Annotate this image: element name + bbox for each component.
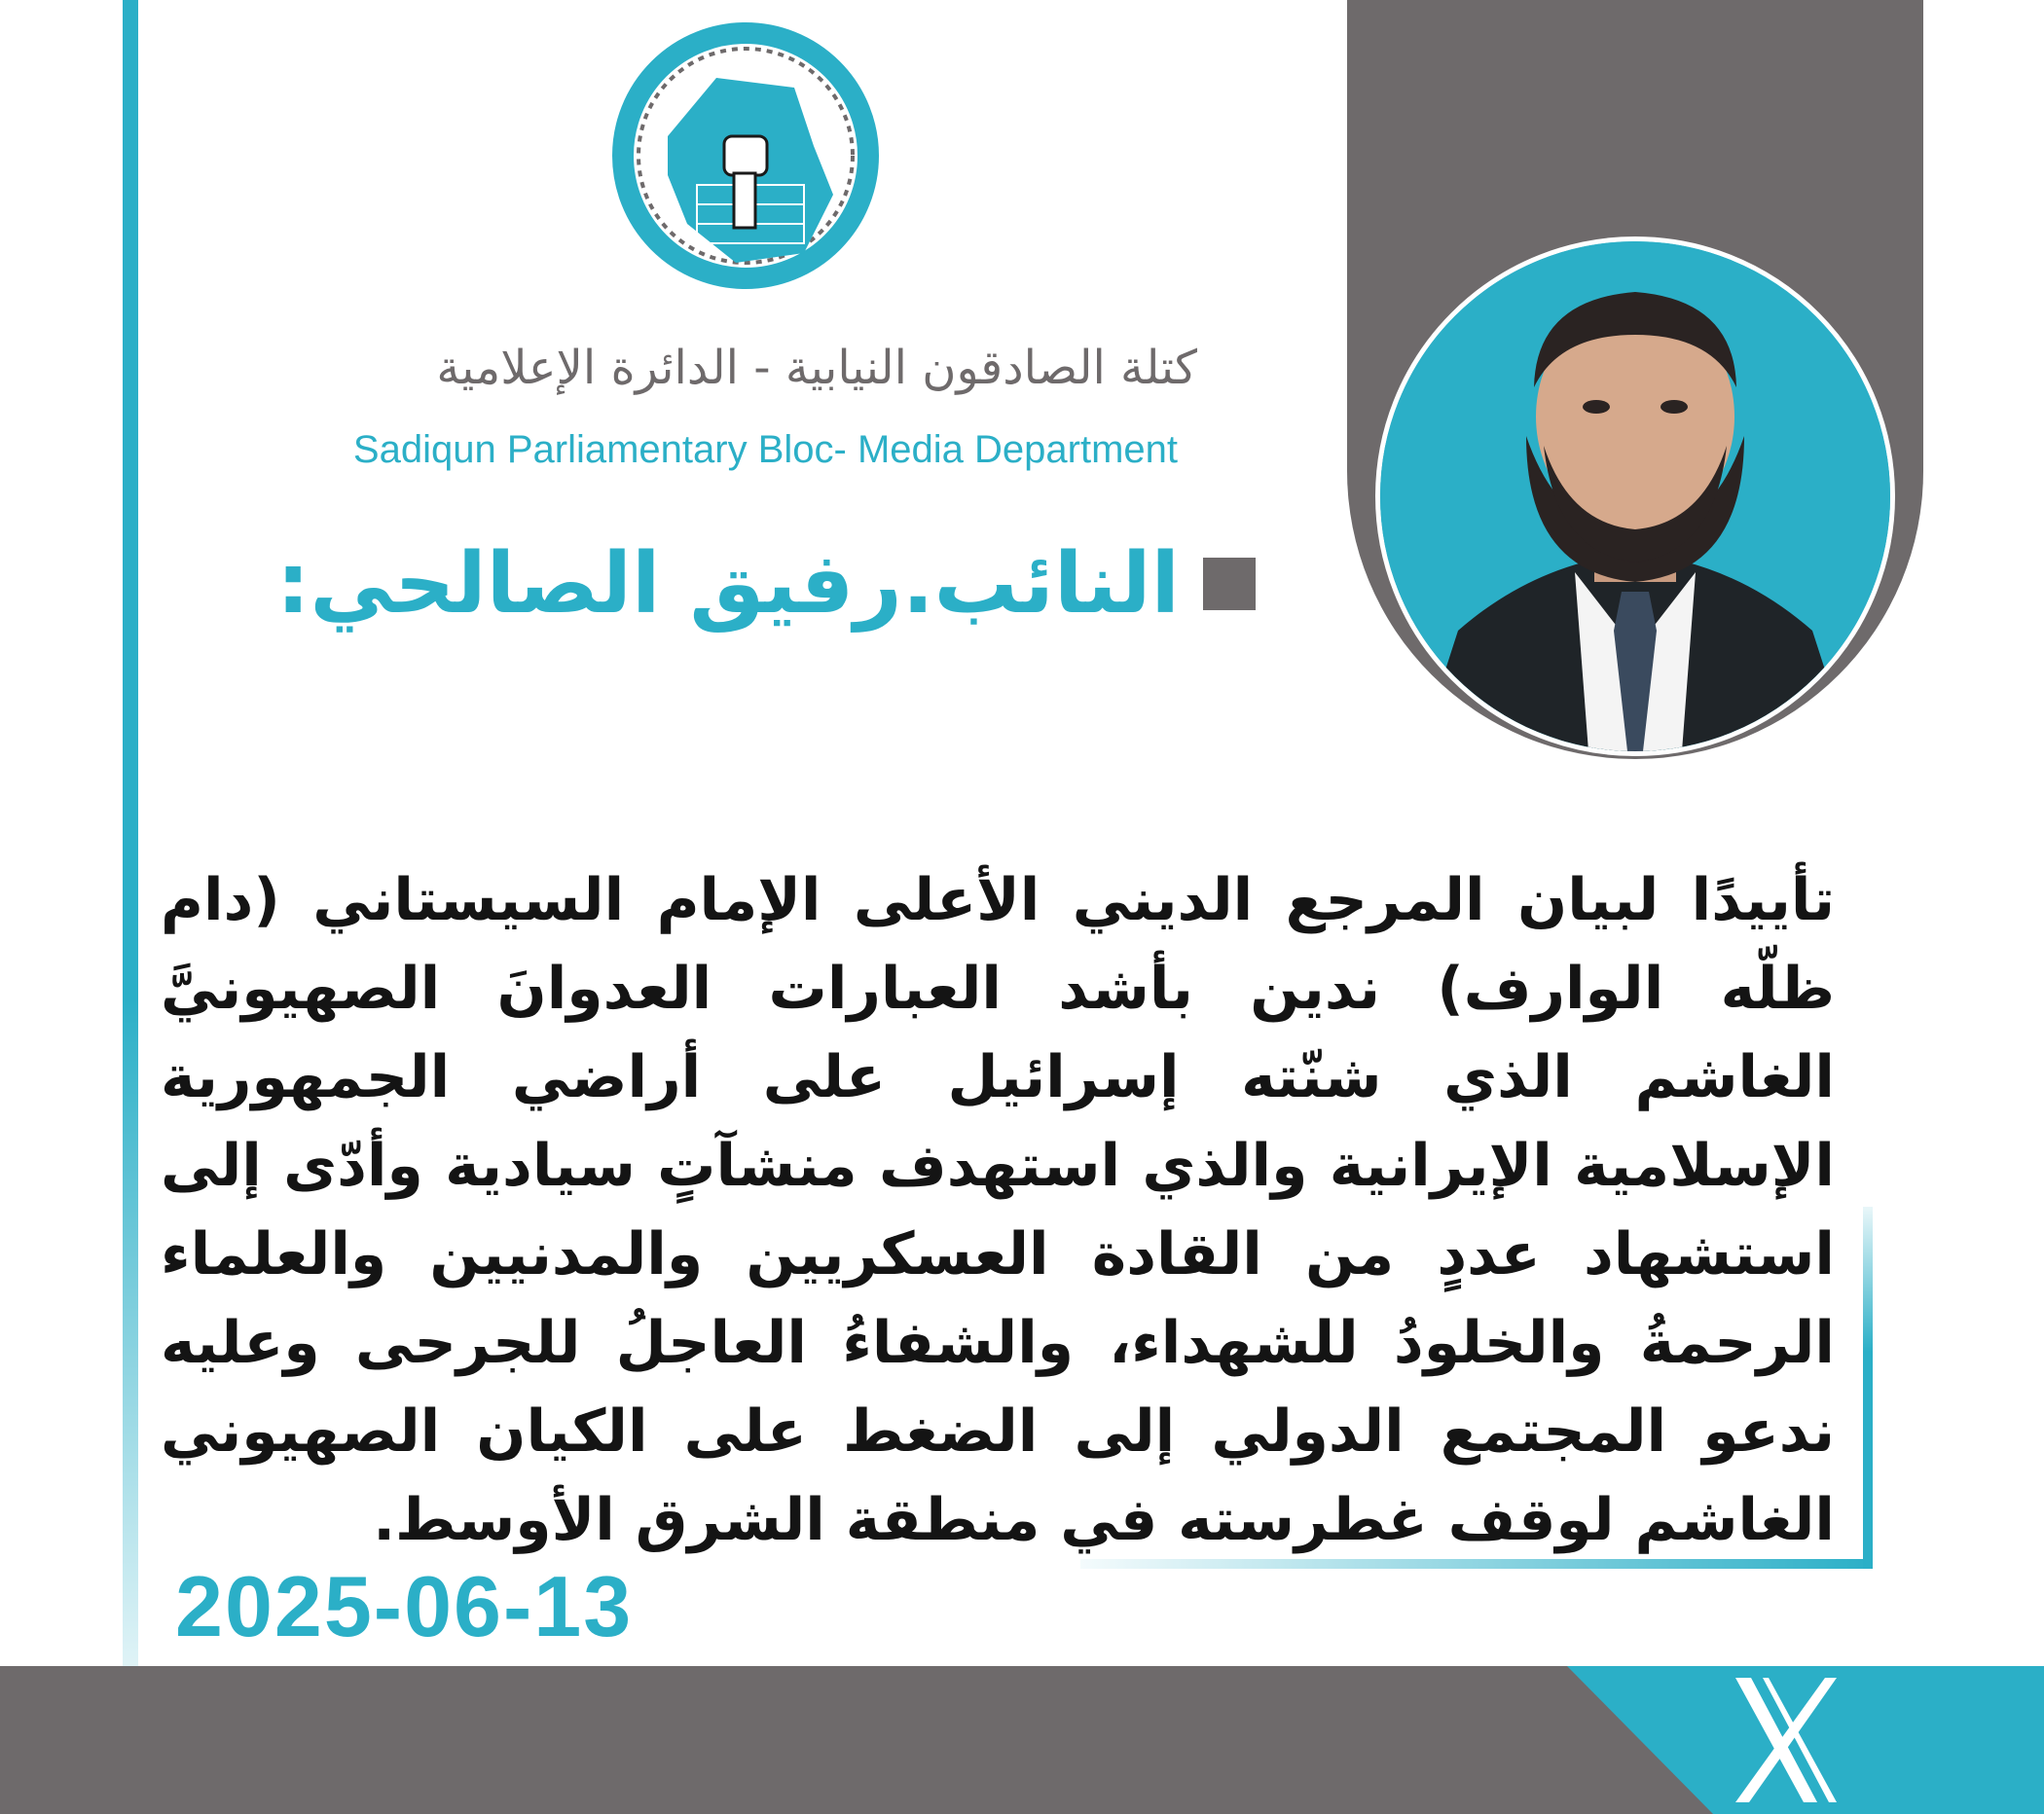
organization-logo	[609, 19, 882, 292]
statement-frame-vertical	[1863, 1207, 1873, 1569]
speaker-name: النائب.رفيق الصالحي:	[275, 535, 1180, 633]
statement-text: تأييدًا لبيان المرجع الديني الأعلى الإمام السيستاني (دام ظلّه الوارف) ندين بأشد العبارات العدوانَ الصهيونيَّ الغاشم الذي شنّته إسرائيل على أراضي الجمهورية الإسلامية الإيرانية والذي استهدف منشآتٍ سيادية وأدّى إلى استشهاد عددٍ من القادة العسكريين والمدنيين والعلماء الرحمةُ والخلودُ للشهداء، والشفاءُ العاجلُ للجرحى وعليه ندعو المجتمع الدولي إلى الضغط على الكيان الصهيوني الغاشم لوقف غطرسته في منطقة الشرق الأوسط.	[161, 866, 1835, 1554]
speaker-portrait-icon	[1380, 241, 1890, 751]
logo-emblem-icon	[609, 19, 882, 292]
statement-date: 2025-06-13	[175, 1558, 634, 1654]
speaker-photo	[1375, 236, 1895, 756]
bloc-name-arabic: كتلة الصادقون النيابية - الدائرة الإعلامية	[436, 341, 1197, 395]
bullet-square-icon	[1203, 558, 1256, 610]
x-icon[interactable]	[1728, 1672, 1844, 1808]
left-accent-bar	[123, 0, 138, 1666]
speaker-name-row	[275, 530, 1256, 637]
bloc-name-english: Sadiqun Parliamentary Bloc- Media Department	[352, 428, 1178, 471]
